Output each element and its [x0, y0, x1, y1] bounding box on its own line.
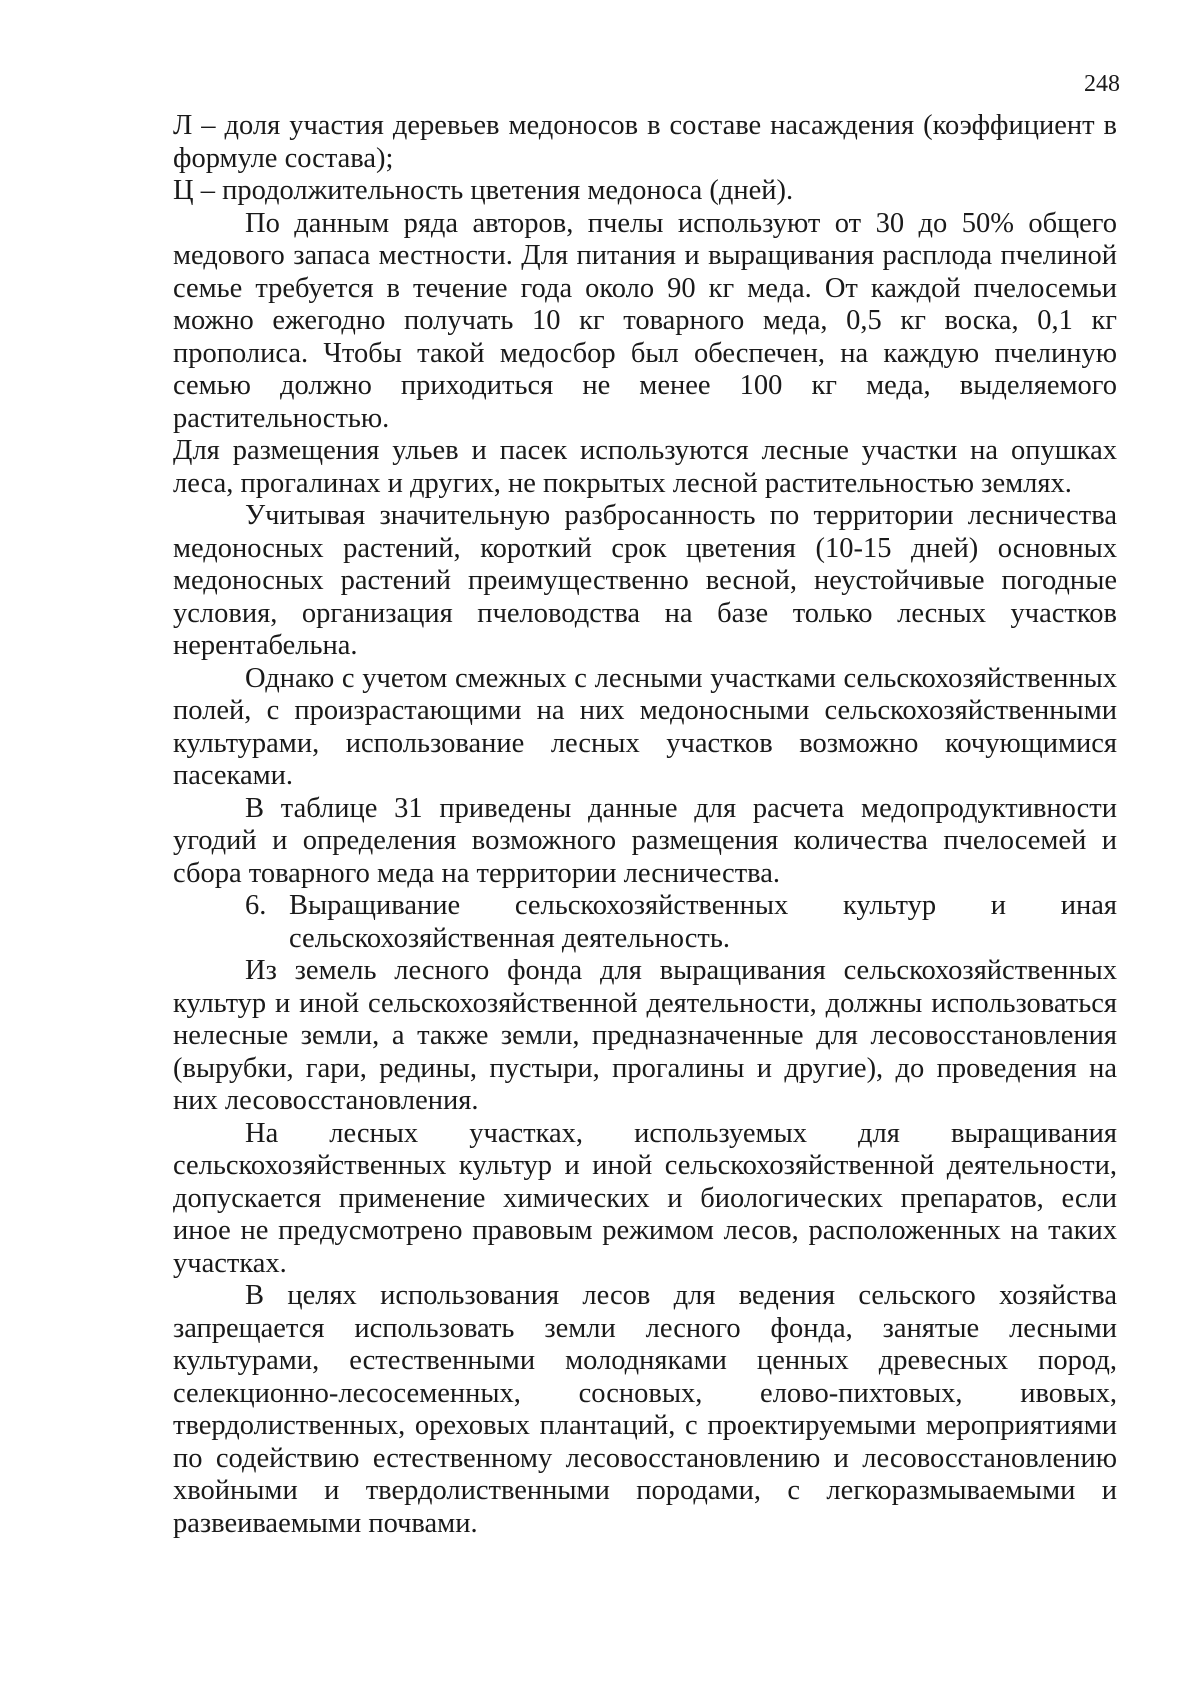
paragraph-hive-placement: Для размещения ульев и пасек используются лесные участки на опушках леса, прогалинах и других, не покрытых лесной растительностью землях.	[173, 435, 1117, 499]
paragraph-prohibitions: В целях использования лесов для ведения сельского хозяйства запрещается использовать земли лесного фонда, занятые лесными культурами, естественными молодняками ценных древесных пород, селекционно-лесосеменных, сосновых, елово-пихтовых, ивовых, твердолиственных, ореховых плантаций, с проектируемыми мероприятиями по содействию естественному лесовосстановлению и лесовосстановлению хвойными и твердолиственными породами, с легкоразмываемыми и развеиваемыми почвами.	[173, 1280, 1117, 1539]
paragraph-nomadic-apiaries: Однако с учетом смежных с лесными участками сельскохозяйственных полей, с произрастающими на них медоносными сельскохозяйственными культурами, использование лесных участков возможно кочующимися пасеками.	[173, 662, 1117, 791]
section-title: Выращивание сельскохозяйственных культур и иная сельскохозяйственная деятельность.	[289, 890, 1117, 954]
paragraph-bee-stats: По данным ряда авторов, пчелы используют от 30 до 50% общего медового запаса местности. Для питания и выращивания расплода пчелиной семье требуется в течение года около 90 кг меда. От каждой пчелосемьи можно ежегодно получать 10 кг товарного меда, 0,5 кг воска, 0,1 кг прополиса. Чтобы такой медосбор был обеспечен, на каждую пчелиную семью должно приходиться не менее 100 кг меда, выделяемого растительностью.	[173, 207, 1117, 434]
definition-c: Ц – продолжительность цветения медоноса (дней).	[173, 175, 794, 206]
definition-l: Л – доля участия деревьев медоносов в составе насаждения (коэффициент в формуле состава);	[173, 110, 1117, 174]
document-body	[173, 110, 1117, 1540]
paragraph-table-reference: В таблице 31 приведены данные для расчета медопродуктивности угодий и определения возможного размещения количества пчелосемей и сбора товарного меда на территории лесничества.	[173, 792, 1117, 889]
paragraph-land-use: Из земель лесного фонда для выращивания сельскохозяйственных культур и иной сельскохозяйственной деятельности, должны использоваться нелесные земли, а также земли, предназначенные для лесовосстановления (вырубки, гари, редины, пустыри, прогалины и другие), до проведения на них лесовосстановления.	[173, 955, 1117, 1116]
page-number: 248	[1084, 71, 1120, 97]
section-heading	[173, 890, 1117, 955]
paragraph-chemicals: На лесных участках, используемых для выращивания сельскохозяйственных культур и иной сельскохозяйственной деятельности, допускается применение химических и биологических препаратов, если иное не предусмотрено правовым режимом лесов, расположенных на таких участках.	[173, 1117, 1117, 1279]
section-number: 6.	[245, 890, 267, 921]
paragraph-unprofitable: Учитывая значительную разбросанность по территории лесничества медоносных растений, короткий срок цветения (10-15 дней) основных медоносных растений преимущественно весной, неустойчивые погодные условия, организация пчеловодства на базе только лесных участков нерентабельна.	[173, 500, 1117, 661]
